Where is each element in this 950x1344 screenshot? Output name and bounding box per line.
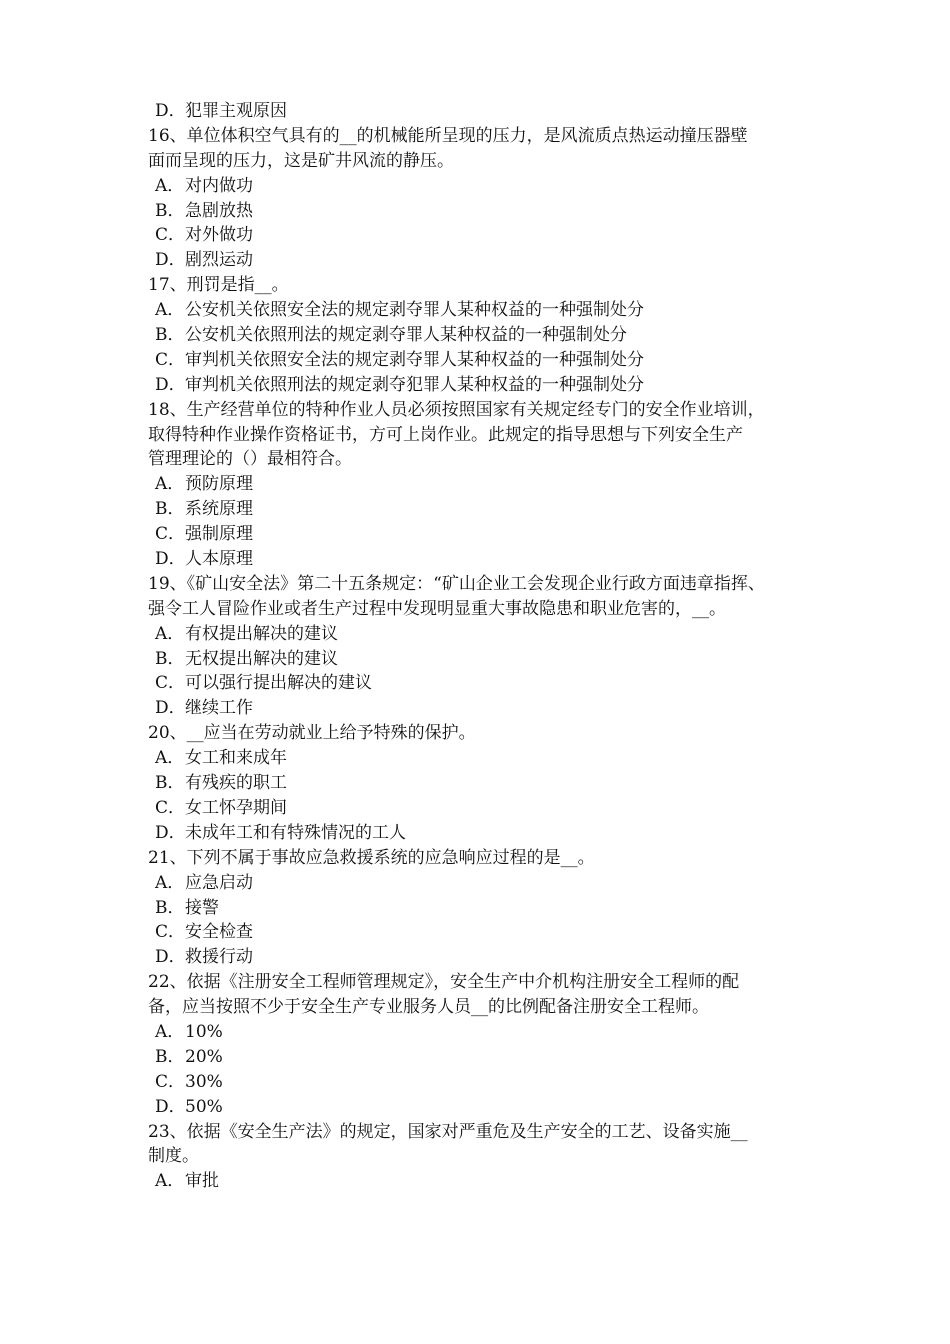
option-text: 审判机关依照刑法的规定剥夺犯罪人某种权益的一种强制处分 (185, 374, 644, 395)
question-text: 管理理论的（）最相符合。 (148, 449, 352, 470)
question-text: 17、刑罚是指__。 (148, 275, 289, 296)
option-letter: C． (155, 673, 186, 694)
option-text: 30% (185, 1071, 223, 1092)
option-text: 公安机关依照刑法的规定剥夺罪人某种权益的一种强制处分 (185, 325, 627, 346)
answer-option (148, 1045, 816, 1070)
exam-question-text (148, 99, 816, 1194)
answer-option (148, 223, 816, 248)
answer-option (148, 248, 816, 273)
option-text: 预防原理 (185, 474, 253, 495)
option-letter: A． (155, 623, 185, 644)
option-letter: A． (155, 872, 185, 893)
question-line (148, 124, 816, 149)
option-text: 50% (185, 1096, 223, 1117)
option-text: 急剧放热 (185, 200, 253, 221)
question-text: 23、依据《安全生产法》的规定，国家对严重危及生产安全的工艺、设备实施__ (148, 1121, 748, 1142)
question-text: 强令工人冒险作业或者生产过程中发现明显重大事故隐患和职业危害的，__。 (148, 598, 726, 619)
question-text: 16、单位体积空气具有的__的机械能所呈现的压力，是风流质点热运动撞压器壁 (148, 125, 748, 146)
option-letter: D． (155, 822, 186, 843)
option-letter: B． (155, 499, 185, 520)
option-letter: A． (155, 1171, 185, 1192)
option-letter: C． (155, 225, 186, 246)
answer-option (148, 746, 816, 771)
question-text: 取得特种作业操作资格证书，方可上岗作业。此规定的指导思想与下列安全生产 (148, 424, 743, 445)
option-letter: C． (155, 797, 186, 818)
question-text: 制度。 (148, 1146, 199, 1167)
option-text: 审批 (185, 1171, 219, 1192)
answer-option (148, 871, 816, 896)
option-letter: D． (155, 549, 186, 570)
option-letter: B． (155, 1046, 185, 1067)
option-text: 女工和来成年 (185, 748, 287, 769)
option-text: 20% (185, 1046, 223, 1067)
question-line (148, 1120, 816, 1145)
answer-option (148, 547, 816, 572)
option-text: 应急启动 (185, 872, 253, 893)
option-text: 犯罪主观原因 (185, 101, 287, 121)
option-text: 10% (185, 1021, 223, 1042)
option-text: 对外做功 (185, 225, 253, 246)
answer-option (148, 1169, 816, 1194)
answer-option (148, 622, 816, 647)
answer-option (148, 796, 816, 821)
question-line (148, 1144, 816, 1169)
option-text: 人本原理 (185, 549, 253, 570)
answer-option (148, 522, 816, 547)
option-letter: D． (155, 1096, 186, 1117)
answer-option (148, 920, 816, 945)
option-letter: D． (155, 101, 186, 121)
question-line (148, 995, 816, 1020)
answer-option (148, 647, 816, 672)
answer-option (148, 1020, 816, 1045)
option-text: 系统原理 (185, 499, 253, 520)
option-letter: C． (155, 349, 186, 370)
option-letter: B． (155, 325, 185, 346)
answer-option (148, 298, 816, 323)
option-letter: D． (155, 698, 186, 719)
answer-option (148, 472, 816, 497)
question-text: 21、下列不属于事故应急救援系统的应急响应过程的是__。 (148, 847, 595, 868)
option-text: 对内做功 (185, 175, 253, 196)
option-letter: D． (155, 947, 186, 968)
question-line (148, 846, 816, 871)
option-letter: B． (155, 200, 185, 221)
option-text: 有残疾的职工 (185, 773, 287, 794)
question-line (148, 273, 816, 298)
question-line (148, 970, 816, 995)
answer-option (148, 821, 816, 846)
answer-option (148, 199, 816, 224)
option-letter: A． (155, 300, 185, 321)
option-letter: A． (155, 1021, 185, 1042)
answer-option (148, 945, 816, 970)
option-text: 剧烈运动 (185, 250, 253, 271)
option-text: 女工怀孕期间 (185, 797, 287, 818)
question-line (148, 423, 816, 448)
question-text: 19、《矿山安全法》第二十五条规定：“矿山企业工会发现企业行政方面违章指挥、 (148, 573, 765, 594)
answer-option (148, 99, 816, 124)
option-letter: A． (155, 748, 185, 769)
question-text: 20、__应当在劳动就业上给予特殊的保护。 (148, 723, 476, 744)
option-letter: A． (155, 175, 185, 196)
answer-option (148, 348, 816, 373)
answer-option (148, 1070, 816, 1095)
option-text: 无权提出解决的建议 (185, 648, 338, 669)
option-letter: C． (155, 524, 186, 545)
option-letter: A． (155, 474, 185, 495)
question-line (148, 721, 816, 746)
answer-option (148, 671, 816, 696)
question-line (148, 149, 816, 174)
answer-option (148, 771, 816, 796)
option-letter: C． (155, 1071, 186, 1092)
question-text: 18、生产经营单位的特种作业人员必须按照国家有关规定经专门的安全作业培训， (148, 399, 765, 420)
question-line (148, 572, 816, 597)
option-text: 未成年工和有特殊情况的工人 (185, 822, 406, 843)
answer-option (148, 174, 816, 199)
option-text: 接警 (185, 897, 219, 918)
option-letter: B． (155, 897, 185, 918)
option-letter: C． (155, 922, 186, 943)
option-text: 安全检查 (185, 922, 253, 943)
question-text: 22、依据《注册安全工程师管理规定》，安全生产中介机构注册安全工程师的配 (148, 972, 740, 993)
question-line (148, 398, 816, 423)
question-text: 面而呈现的压力，这是矿井风流的静压。 (148, 150, 454, 171)
option-text: 救援行动 (185, 947, 253, 968)
answer-option (148, 1095, 816, 1120)
option-letter: B． (155, 773, 185, 794)
option-letter: D． (155, 250, 186, 271)
question-text: 备，应当按照不少于安全生产专业服务人员__的比例配备注册安全工程师。 (148, 997, 709, 1018)
option-text: 审判机关依照安全法的规定剥夺罪人某种权益的一种强制处分 (185, 349, 644, 370)
option-text: 强制原理 (185, 524, 253, 545)
question-line (148, 597, 816, 622)
option-text: 有权提出解决的建议 (185, 623, 338, 644)
answer-option (148, 696, 816, 721)
answer-option (148, 497, 816, 522)
option-text: 可以强行提出解决的建议 (185, 673, 372, 694)
answer-option (148, 896, 816, 921)
option-text: 公安机关依照安全法的规定剥夺罪人某种权益的一种强制处分 (185, 300, 644, 321)
option-text: 继续工作 (185, 698, 253, 719)
answer-option (148, 323, 816, 348)
option-letter: B． (155, 648, 185, 669)
answer-option (148, 373, 816, 398)
question-line (148, 447, 816, 472)
option-letter: D． (155, 374, 186, 395)
